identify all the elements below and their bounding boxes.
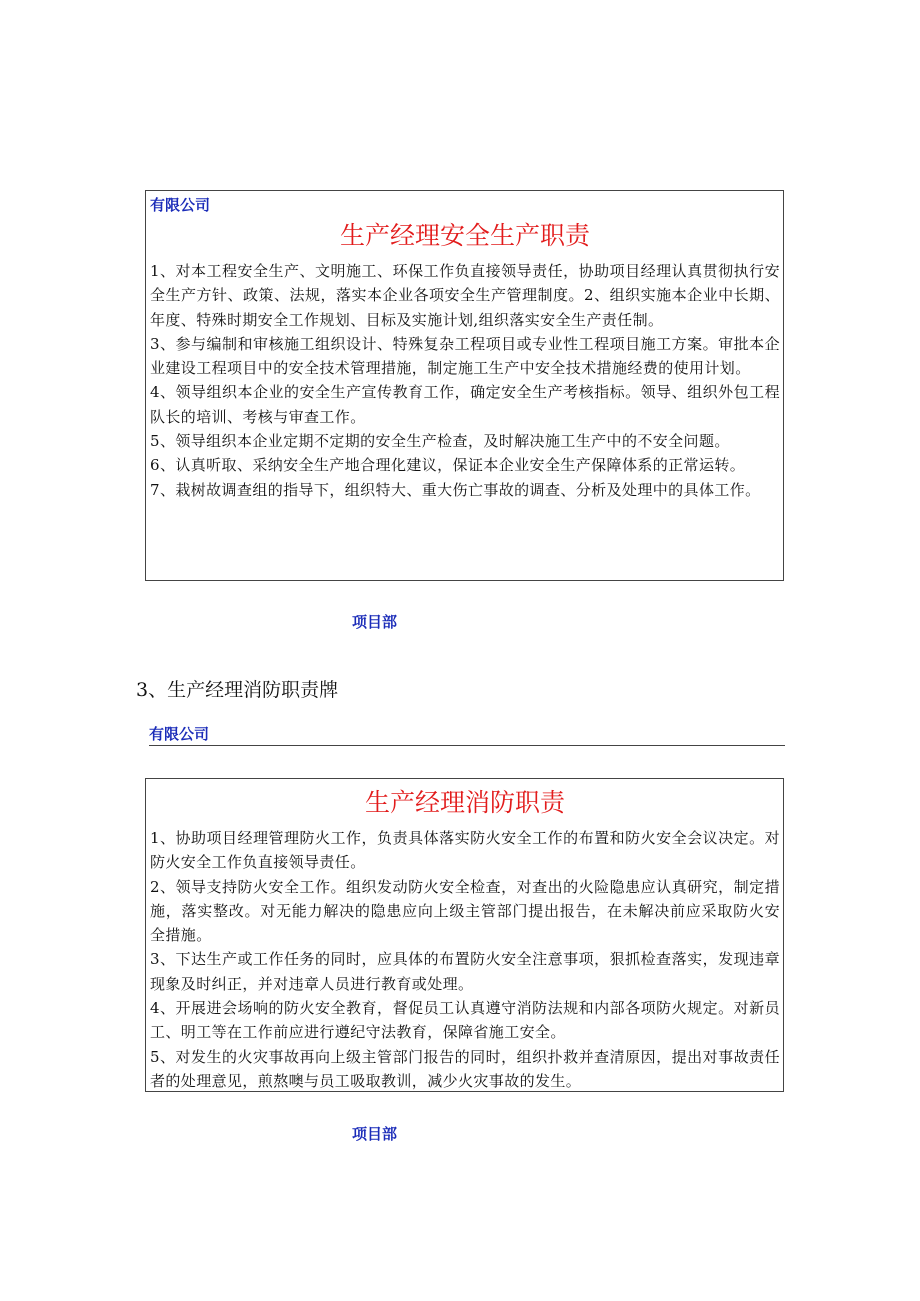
safety-duties-card: [145, 190, 784, 581]
duty-paragraph: 1、协助项目经理管理防火工作，负责具体落实防火安全工作的布置和防火安全会议决定。对防火安全工作负直接领导责任。: [150, 829, 780, 872]
duty-paragraph: 5、对发生的火灾事故再向上级主管部门报告的同时，组织扑救并查清原因，提出对事故责任者的处理意见，煎熬噢与员工吸取教训，减少火灾事故的发生。: [150, 1047, 780, 1090]
department-signature: 项目部: [352, 1125, 398, 1143]
duty-paragraph: 3、参与编制和审核施工组织设计、特殊复杂工程项目或专业性工程项目施工方案。审批本企业建设工程项目中的安全技术管理措施，制定施工生产中安全技术措施经费的使用计划。: [150, 334, 780, 378]
company-header-line: [149, 724, 785, 746]
company-name: 有限公司: [150, 196, 211, 214]
duty-paragraph: 7、栽树故调查组的指导下，组织特大、重大伤亡事故的调查、分析及处理中的具体工作。: [150, 480, 761, 499]
fire-duties-card: [145, 778, 784, 1092]
company-name: 有限公司: [149, 725, 210, 743]
card-title: 生产经理消防职责: [364, 788, 565, 817]
section-heading: 3、生产经理消防职责牌: [136, 679, 339, 701]
duty-paragraph: 4、领导组织本企业的安全生产宣传教育工作，确定安全生产考核指标。领导、组织外包工程队长的培训、考核与审查工作。: [150, 383, 780, 426]
duty-paragraph: 2、领导支持防火安全工作。组织发动防火安全检查，对查出的火险隐患应认真研究，制定措施，落实整改。对无能力解决的隐患应向上级主管部门提出报告，在未解决前应采取防火安全措施。: [150, 877, 780, 945]
duty-paragraph: 5、领导组织本企业定期不定期的安全生产检查，及时解决施工生产中的不安全问题。: [150, 432, 730, 451]
duty-paragraph: 3、下达生产或工作任务的同时，应具体的布置防火安全注意事项，狠抓检查落实，发现违章现象及时纠正，并对违章人员进行教育或处理。: [150, 950, 780, 993]
duty-paragraph: 4、开展进会场响的防火安全教育，督促员工认真遵守消防法规和内部各项防火规定。对新员工、明工等在工作前应进行遵纪守法教育，保障省施工安全。: [150, 999, 780, 1042]
duty-paragraph: 6、认真听取、采纳安全生产地合理化建议，保证本企业安全生产保障体系的正常运转。: [150, 456, 746, 475]
card-title: 生产经理安全生产职责: [339, 221, 590, 250]
department-signature: 项目部: [352, 613, 398, 631]
duty-paragraph: 1、对本工程安全生产、文明施工、环保工作负直接领导责任，协助项目经理认真贯彻执行安全生产方针、政策、法规，落实本企业各项安全生产管理制度。2、组织实施本企业中长期、年度、特殊时期安全工作规划、目标及实施计划,组织落实安全生产责任制。: [150, 262, 780, 329]
